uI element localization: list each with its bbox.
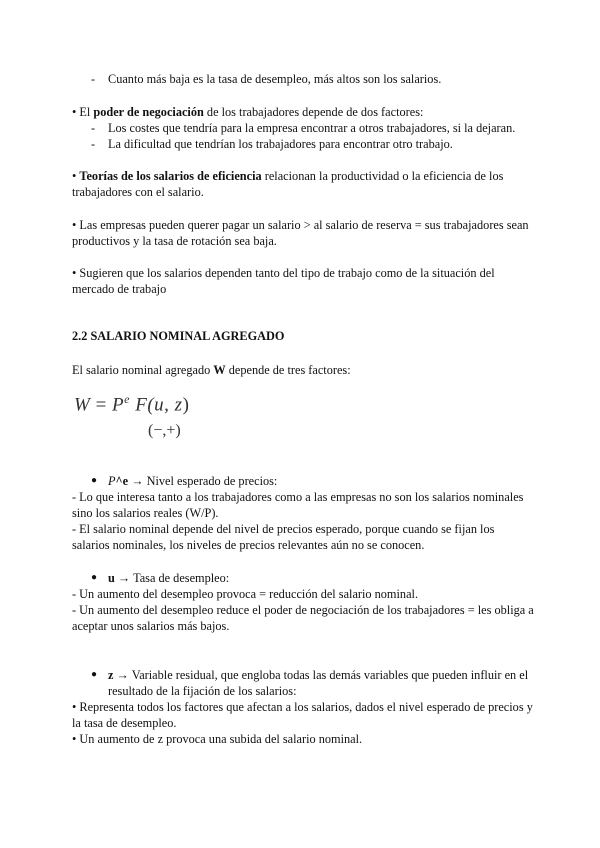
bullet-marker: ● xyxy=(91,572,98,583)
bold-term: poder de negociación xyxy=(93,105,204,119)
text-span: • xyxy=(72,169,80,183)
text-line: Los costes que tendría para la empresa encontrar a otros trabajadores, si la dejaran. xyxy=(108,121,516,135)
text-line: - Un aumento del desempleo provoca = reducción del salario nominal. xyxy=(72,587,419,601)
text-line: Cuanto más baja es la tasa de desempleo, más altos son los salarios. xyxy=(108,72,442,86)
formula-equation xyxy=(74,392,189,416)
text-line: trabajadores con el salario. xyxy=(72,185,204,199)
text-line: la tasa de desempleo. xyxy=(72,716,177,730)
formula-close: ) xyxy=(182,394,190,416)
text-span: → Nivel esperado de precios: xyxy=(128,474,278,488)
bullet-marker: ● xyxy=(91,475,98,486)
text-line: • Representa todos los factores que afectan a los salarios, dados el nivel esperado de precios y xyxy=(72,700,533,714)
intro-line xyxy=(72,362,351,378)
bullet-expected-prices xyxy=(108,473,277,489)
text-line: aceptar unos salarios más bajos. xyxy=(72,619,230,633)
text-span: de los trabajadores depende de dos factores: xyxy=(203,105,424,119)
formula-eq: = xyxy=(90,394,113,416)
section-heading: 2.2 SALARIO NOMINAL AGREGADO xyxy=(72,329,285,343)
text-line: - El salario nominal depende del nivel de precios esperado, porque cuando se fijan los xyxy=(72,522,495,536)
formula-signs: (−,+) xyxy=(148,422,181,439)
text-line: La dificultad que tendrían los trabajadores para encontrar otro trabajo. xyxy=(108,137,453,151)
bold-term: u xyxy=(108,571,115,585)
paragraph-eficiencia xyxy=(72,168,503,184)
text-line: • Sugieren que los salarios dependen tanto del tipo de trabajo como de la situación del xyxy=(72,266,495,280)
dash-marker: - xyxy=(91,72,96,86)
bold-term: ^e xyxy=(115,474,129,488)
text-line: mercado de trabajo xyxy=(72,282,167,296)
bullet-residual xyxy=(108,667,528,683)
italic-term: P xyxy=(108,474,116,488)
text-line: • Las empresas pueden querer pagar un salario > al salario de reserva = sus trabajadores sean xyxy=(72,218,529,232)
dash-marker: - xyxy=(91,121,96,135)
bold-term: z xyxy=(108,668,114,682)
text-span: relacionan la productividad o la eficiencia de los xyxy=(261,169,504,183)
text-line: resultado de la fijación de los salarios: xyxy=(108,684,297,698)
bullet-marker: ● xyxy=(91,669,98,680)
text-line: - Lo que interesa tanto a los trabajadores como a las empresas no son los salarios nominales xyxy=(72,490,524,504)
text-span: → Variable residual, que engloba todas las demás variables que pueden influir en el xyxy=(113,668,529,682)
formula-sup: e xyxy=(124,392,130,406)
bold-term: W xyxy=(213,363,226,377)
dash-marker: - xyxy=(91,137,96,151)
text-line: • Un aumento de z provoca una subida del salario nominal. xyxy=(72,732,363,746)
bullet-unemployment xyxy=(108,570,229,586)
text-line: sino los salarios reales (W/P). xyxy=(72,506,219,520)
text-line: - Un aumento del desempleo reduce el poder de negociación de los trabajadores = les obliga a xyxy=(72,603,534,617)
text-span: depende de tres factores: xyxy=(225,363,351,377)
text-line: salarios nominales, los niveles de precios relevantes aún no se conocen. xyxy=(72,538,425,552)
formula-lhs: W xyxy=(74,394,91,416)
wage-formula xyxy=(74,392,190,439)
formula-func: F( xyxy=(129,394,155,416)
text-span: • El xyxy=(72,105,94,119)
formula-p: P xyxy=(112,394,125,416)
bold-term: Teorías de los salarios de eficiencia xyxy=(79,169,262,183)
formula-args: u, z xyxy=(154,394,183,416)
text-span: → Tasa de desempleo: xyxy=(114,571,230,585)
text-span: El salario nominal agregado xyxy=(72,363,214,377)
paragraph-poder-negociacion xyxy=(72,104,423,120)
text-line: productivos y la tasa de rotación sea baja. xyxy=(72,234,277,248)
